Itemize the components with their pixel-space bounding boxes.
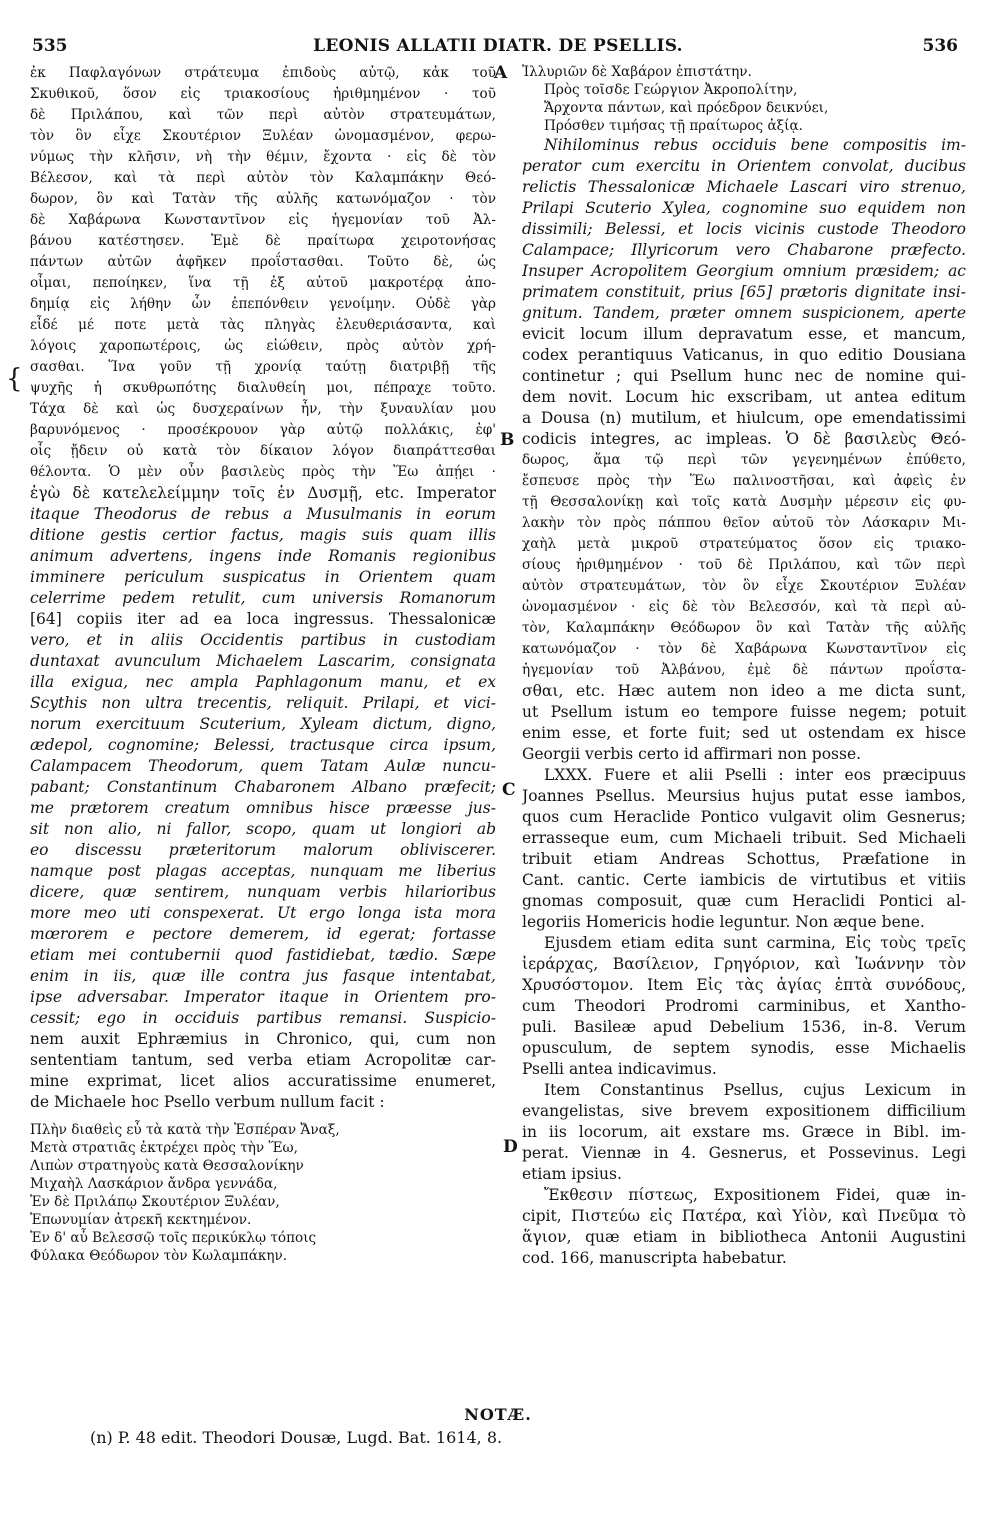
- left-verse-line: Μιχαὴλ Λασκάριον ἄνδρα γεννάδα,: [30, 1176, 278, 1192]
- margin-bracket: {: [6, 364, 23, 394]
- left-text-line: πάντων αὐτῶν ἀφῆκεν προΐστασθαι. Τοῦτο δὲ, ὡς: [30, 254, 496, 270]
- right-text-line: quos cum Heraclide Pontico vulgavit olim Gesnerus;: [522, 808, 966, 826]
- footnote: (n) P. 48 edit. Theodori Dousæ, Lugd. Bat. 1614, 8.: [90, 1428, 503, 1447]
- left-text-line: duntaxat avunculum Michaelem Lascarim, consignata: [30, 652, 496, 670]
- left-text-line: λόγοις χαροπωτέροις, ὡς εἰώθειν, πρὸς αὐτὸν χρή-: [30, 338, 496, 354]
- right-text-line: ἔσπευσε πρὸς τὴν Ἕω παλινοστῆσαι, καὶ ἀφεὶς ἐν: [522, 473, 966, 489]
- right-text-line: evicit locum illum depravatum esse, et mancum,: [522, 325, 966, 343]
- right-text-line: ὠνομασμένον · εἰς δὲ τὸν Βελεσσόν, καὶ τὰ περὶ αὐ-: [522, 599, 966, 615]
- right-text-line: in iis locorum, ait exstare ms. Græce in Bibl. im-: [522, 1123, 966, 1141]
- right-text-line: dissimili; Belessi, et locis vicinis custode Theodoro: [522, 220, 966, 238]
- left-text-line: mine exprimat, licet alios accuratissime enumeret,: [30, 1072, 496, 1090]
- left-text-line: Scythis non ultra trecentis, reliquit. Prilapi, et vici-: [30, 694, 496, 712]
- left-text-line: Calampacem Theodorum, quem Tatam Aulæ nuncu-: [30, 757, 496, 775]
- left-text-line: δωρον, ὃν καὶ Τατὰν τῆς αὐλῆς κατωνόμαζον · τὸν: [30, 191, 496, 207]
- left-text-line: νύμως τὴν κλῆσιν, νὴ τὴν θέμιν, ἔχοντα · εἰς δὲ τὸν: [30, 149, 496, 165]
- left-text-line: illa exigua, nec ampla Paphlagonum manu, et ex: [30, 673, 496, 691]
- right-text-line: κατωνόμαζον · τὸν δὲ Χαβάρωνα Κωνσταντῖνον εἰς: [522, 641, 966, 657]
- left-text-line: τὸν ὃν εἶχε Σκουτέριον Ξυλέαν ὠνομασμένον, φερω-: [30, 128, 496, 144]
- right-text-line: tribuit etiam Andreas Schottus, Præfatione in: [522, 850, 966, 868]
- left-text-line: animum advertens, ingens inde Romanis regionibus: [30, 547, 496, 565]
- left-verse-line: Φύλακα Θεόδωρον τὸν Κωλαμπάκην.: [30, 1248, 288, 1264]
- left-text-line: σασθαι. Ἵνα γοῦν τῇ χρονίᾳ ταύτῃ διατριβῇ τῆς: [30, 359, 496, 375]
- right-text-line: gnomas composuit, quæ cum Heraclidi Pontici al-: [522, 892, 966, 910]
- left-text-line: ipse adversabar. Imperator itaque in Orientem pro-: [30, 988, 496, 1006]
- left-text-line: mœrorem e pectore demerem, id egerat; fortasse: [30, 925, 496, 943]
- left-text-line: δὲ Πριλάπου, καὶ τῶν περὶ αὐτὸν στρατευμάτων,: [30, 107, 496, 123]
- left-text-line: cessit; ego in occiduis partibus remansi. Suspicio-: [30, 1009, 496, 1027]
- margin-marker-d: D: [503, 1137, 518, 1157]
- left-text-line: eo discessu præteritorum malorum obliviscerer.: [30, 841, 496, 859]
- left-verse-line: Λιπὼν στρατηγοὺς κατὰ Θεσσαλονίκην: [30, 1158, 304, 1174]
- right-text-line: χαὴλ μετὰ μικροῦ στρατεύματος ὅσον εἰς τριακο-: [522, 536, 966, 552]
- right-column: [522, 63, 966, 1269]
- left-text-line: Βέλεσον, καὶ τὰ περὶ αὐτὸν τὸν Καλαμπάκην Θεό-: [30, 170, 496, 186]
- right-text-line: primatem constituit, prius [65] prætoris dignitate insi-: [522, 283, 966, 301]
- left-text-line: ἐγὼ δὲ κατελελείμμην τοῖς ἐν Δυσμῇ, etc. Imperator: [30, 484, 496, 502]
- right-text-line: errasseque eum, cum Michaeli tribuit. Sed Michaeli: [522, 829, 966, 847]
- right-text-line: perat. Viennæ in 4. Gesnerus, et Possevinus. Legi: [522, 1144, 966, 1162]
- right-text-line: enim esse, et forte fuit; sed ut ostendam ex hisce: [522, 724, 966, 742]
- left-text-line: itaque Theodorus de rebus a Musulmanis in eorum: [30, 505, 496, 523]
- left-column: [30, 63, 496, 1265]
- left-text-line: οἷς ᾔδειν οὐ κατὰ τὸν δίκαιον λόγον διαπράττεσθαι: [30, 443, 496, 459]
- left-text-line: εἶδέ μέ ποτε μετὰ τὰς πληγὰς ἐλευθεριάσαντα, καὶ: [30, 317, 496, 333]
- right-text-line: gnitum. Tandem, præter omnem suspicionem, aperte: [522, 304, 966, 322]
- left-text-line: Σκυθικοῦ, ὅσον εἰς τριακοσίους ἠριθμημένον · τοῦ: [30, 86, 496, 102]
- left-text-line: dicere, quæ sentirem, nunquam verbis hilarioribus: [30, 883, 496, 901]
- left-text-line: nem auxit Ephræmius in Chronico, qui, cum non: [30, 1030, 496, 1048]
- right-text-line: λακὴν τὸν πρὸς πάππου θεῖον αὐτοῦ τὸν Λάσκαριν Μι-: [522, 515, 966, 531]
- margin-marker-c: C: [502, 780, 516, 800]
- right-page-number: 536: [922, 36, 958, 56]
- left-verse-line: Ἐπωνυμίαν ἀτρεκῆ κεκτημένον.: [30, 1212, 252, 1228]
- right-text-line: σίους ἠριθμημένον · τοῦ δὲ Πριλάπου, καὶ τῶν περὶ: [522, 557, 966, 573]
- right-text-line: Georgii verbis certo id affirmari non posse.: [522, 745, 862, 763]
- left-text-line: celerrime pedem retulit, cum universis Romanorum: [30, 589, 496, 607]
- right-text-line: relictis Thessalonicæ Michaele Lascari viro strenuo,: [522, 178, 966, 196]
- left-text-line: βάνου κατέστησεν. Ἐμὲ δὲ πραίτωρα χειροτονήσας: [30, 233, 496, 249]
- right-text-line: LXXX. Fuere et alii Pselli : inter eos præcipuus: [544, 766, 966, 784]
- spacer: [30, 1113, 496, 1121]
- left-verse-line: Ἐν δὲ Πριλάπῳ Σκουτέριον Ξυλέαν,: [30, 1194, 280, 1210]
- right-text-line: ἅγιον, quæ etiam in bibliotheca Antonii Augustini: [522, 1228, 966, 1246]
- right-text-line: cum Theodori Prodromi carminibus, et Xantho-: [522, 997, 966, 1015]
- right-text-line: puli. Basileæ apud Debelium 1536, in-8. Verum: [522, 1018, 966, 1036]
- margin-marker-a: A: [494, 63, 508, 83]
- right-text-line: opusculum, de septem synodis, esse Michaelis: [522, 1039, 966, 1057]
- left-text-line: οἶμαι, πεποίηκεν, ἵνα τῇ ἐξ αὐτοῦ μακροτέρᾳ ἀπο-: [30, 275, 496, 291]
- right-text-line: ut Psellum istum eo tempore fuisse negem; potuit: [522, 703, 966, 721]
- left-page-number: 535: [32, 36, 68, 56]
- right-text-line: continetur ; qui Psellum hunc nec de nomine qui-: [522, 367, 966, 385]
- left-text-line: sit non alio, ni fallor, scopo, quam ut longiori ab: [30, 820, 496, 838]
- right-text-line: perator cum exercitu in Orientem convolat, ducibus: [522, 157, 966, 175]
- right-text-line: τὸν, Καλαμπάκην Θεόδωρον ὃν καὶ Τατὰν τῆς αὐλῆς: [522, 620, 966, 636]
- left-verse-line: Ἐν δ' αὖ Βελεσσῷ τοῖς περικύκλῳ τόποις: [30, 1230, 317, 1246]
- left-text-line: δημίᾳ εἰς λήθην ὧν ἐπεπόνθειν γενοίμην. Οὐδὲ γὰρ: [30, 296, 496, 312]
- right-text-line: Χρυσόστομον. Item Εἰς τὰς ἁγίας ἑπτὰ συνόδους,: [522, 976, 966, 994]
- running-title: LEONIS ALLATII DIATR. DE PSELLIS.: [313, 36, 683, 56]
- right-text-line: τῇ Θεσσαλονίκῃ καὶ τοῖς κατὰ Δυσμὴν μέρεσιν εἰς φυ-: [522, 494, 966, 510]
- left-text-line: ἐκ Παφλαγόνων στράτευμα ἐπιδοὺς αὐτῷ, κἀκ τοῦ: [30, 65, 496, 81]
- right-text-line: ἱεράρχας, Βασίλειον, Γρηγόριον, καὶ Ἰωάννην τὸν: [522, 955, 966, 973]
- right-text-line: Prilapi Scuterio Xylea, cognomine suo equidem non: [522, 199, 966, 217]
- left-text-line: norum exercituum Scuterium, Xyleam dictum, digno,: [30, 715, 496, 733]
- left-text-line: vero, et in aliis Occidentis partibus in custodiam: [30, 631, 496, 649]
- right-text-line: Nihilominus rebus occiduis bene compositis im-: [544, 136, 966, 154]
- right-text-line: ἡγεμονίαν τοῦ Ἀλβάνου, ἐμὲ δὲ πάντων προΐστα-: [522, 662, 966, 678]
- right-text-line: Ejusdem etiam edita sunt carmina, Εἰς τοὺς τρεῖς: [544, 934, 966, 952]
- right-verse-line: Ἰλλυριῶν δὲ Χαβάρον ἐπιστάτην.: [522, 64, 752, 80]
- right-text-line: etiam ipsius.: [522, 1165, 622, 1183]
- right-text-line: cod. 166, manuscripta habebatur.: [522, 1249, 787, 1267]
- right-text-line: Item Constantinus Psellus, cujus Lexicum in: [544, 1081, 966, 1099]
- right-text-line: cipit, Πιστεύω εἰς Πατέρα, καὶ Υἱὸν, καὶ Πνεῦμα τὸ: [522, 1207, 966, 1225]
- right-text-line: legoriis Homericis hodie leguntur. Non æque bene.: [522, 913, 925, 931]
- left-text-line: ædepol, cognomine; Belessi, tractusque circa ipsum,: [30, 736, 496, 754]
- left-text-line: enim in iis, quæ ille contra jus fasque intentabat,: [30, 967, 496, 985]
- notes-heading: NOTÆ.: [464, 1405, 532, 1424]
- left-text-line: [64] copiis iter ad ea loca ingressus. Thessalonicæ: [30, 610, 496, 628]
- right-text-line: Pselli antea indicavimus.: [522, 1060, 717, 1078]
- right-verse-line: Πρὸς τοῖσδε Γεώργιον Ἀκροπολίτην,: [544, 82, 798, 98]
- right-text-line: dem novit. Locum hic exscribam, ut antea editum: [522, 388, 966, 406]
- right-text-line: Joannes Psellus. Meursius hujus putat esse iambos,: [522, 787, 966, 805]
- right-verse-line: Ἄρχοντα πάντων, καὶ πρόεδρον δεικνύει,: [544, 100, 829, 116]
- right-text-line: evangelistas, sive brevem expositionem difficilium: [522, 1102, 966, 1120]
- left-text-line: ψυχῆς ἡ σκυθρωπότης διαλυθείη μοι, πέπραχε τοῦτο.: [30, 380, 496, 396]
- left-text-line: imminere periculum suspicatus in Orientem quam: [30, 568, 496, 586]
- left-text-line: θέλοντα. Ὁ μὲν οὖν βασιλεὺς πρὸς τὴν Ἕω ἀπῄει ·: [30, 464, 496, 480]
- left-text-line: namque post plagas acceptas, nunquam me liberius: [30, 862, 496, 880]
- right-text-line: Cant. cantic. Certe iambicis de virtutibus et vitiis: [522, 871, 966, 889]
- right-text-line: codicis integres, ac impleas. Ὁ δὲ βασιλεὺς Θεό-: [522, 430, 966, 448]
- right-text-line: δωρος, ἅμα τῷ περὶ τῶν γεγενημένων ἐπύθετο,: [522, 452, 966, 468]
- right-text-line: σθαι, etc. Hæc autem non ideo a me dicta sunt,: [522, 682, 966, 700]
- right-text-line: a Dousa (n) mutilum, et hiulcum, ope emendatissimi: [522, 409, 966, 427]
- left-text-line: ditione gestis certior factus, magis suis quam illis: [30, 526, 496, 544]
- left-text-line: pabant; Constantinum Chabaronem Albano præfecit;: [30, 778, 496, 796]
- right-text-line: Calampace; Illyricorum vero Chabarone præfecto.: [522, 241, 966, 259]
- right-text-line: Insuper Acropolitem Georgium omnium præsidem; ac: [522, 262, 966, 280]
- margin-marker-b: B: [500, 430, 515, 450]
- left-text-line: more meo uti conspexerat. Ut ergo longa ista mora: [30, 904, 496, 922]
- left-text-line: Τάχα δὲ καὶ ὡς δυσχεραίνων ἦν, τὴν ξυναυλίαν μου: [30, 401, 496, 417]
- left-verse-line: Μετὰ στρατιᾶς ἐκτρέχει πρὸς τὴν Ἕω,: [30, 1140, 298, 1156]
- left-text-line: βαρυνόμενος · προσέκρουον γὰρ αὐτῷ πολλάκις, ἐφ': [30, 422, 496, 438]
- left-verse-line: Πλὴν διαθεὶς εὖ τὰ κατὰ τὴν Ἑσπέραν Ἄναξ,: [30, 1122, 340, 1138]
- left-text-line: etiam mei contubernii quod fastidiebat, tædio. Sæpe: [30, 946, 496, 964]
- left-text-line: me prætorem creatum omnibus hisce præesse jus-: [30, 799, 496, 817]
- right-text-line: codex perantiquus Vaticanus, in quo editio Dousiana: [522, 346, 966, 364]
- left-text-line: δὲ Χαβάρωνα Κωνσταντῖνον εἰς ἡγεμονίαν τοῦ Ἀλ-: [30, 212, 496, 228]
- right-verse-line: Πρόσθεν τιμήσας τῇ πραίτωρος ἀξίᾳ.: [544, 118, 803, 134]
- right-text-line: αὐτὸν στρατευμάτων, τὸν ὃν εἶχε Σκουτέριον Ξυλέαν: [522, 578, 966, 594]
- right-text-line: Ἔκθεσιν πίστεως, Expositionem Fidei, quæ in-: [544, 1186, 966, 1204]
- left-text-line: de Michaele hoc Psello verbum nullum facit :: [30, 1093, 385, 1111]
- left-text-line: sententiam tantum, sed verba etiam Acropolitæ car-: [30, 1051, 496, 1069]
